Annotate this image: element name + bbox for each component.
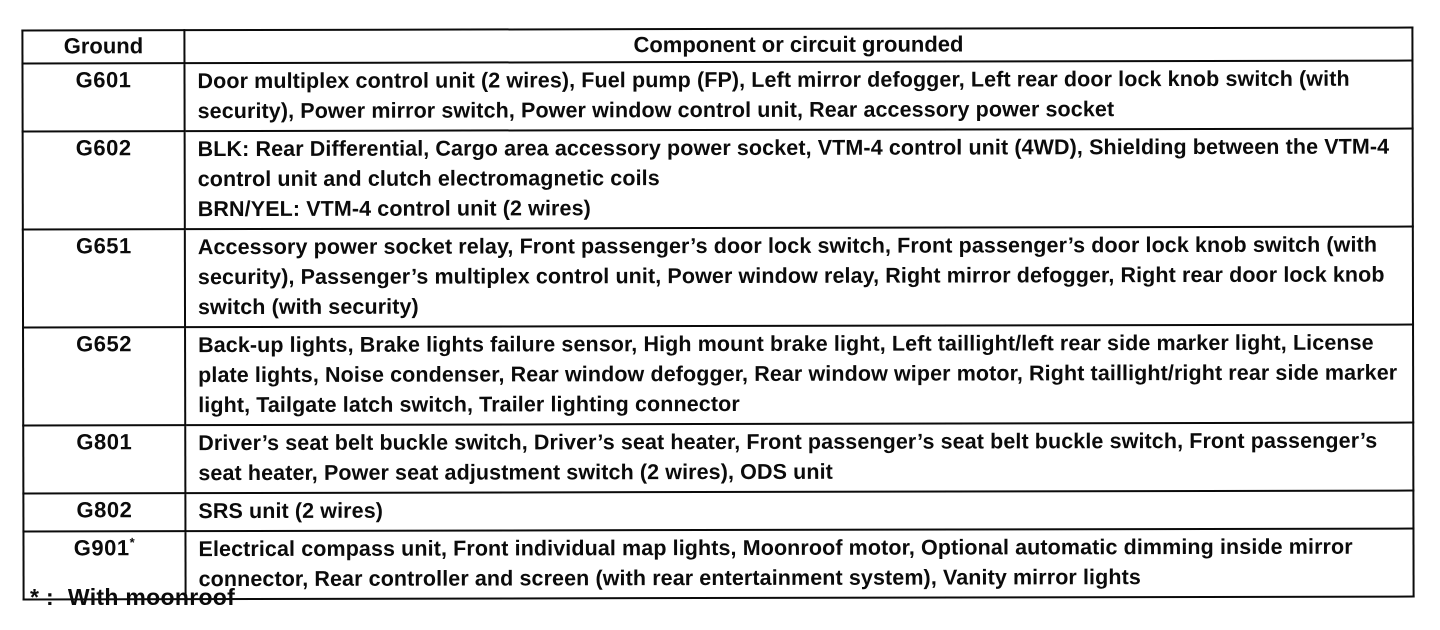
table-row <box>23 227 1413 328</box>
ground-id: G652 <box>76 331 132 357</box>
ground-cell <box>23 493 185 531</box>
ground-id: G601 <box>75 67 132 93</box>
table-header-row <box>22 28 1412 64</box>
ground-cell <box>22 63 184 131</box>
component-list: Driver’s seat belt buckle switch, Driver’s seat heater, Front passenger’s seat belt buckle switch, Front passenger’s seat heater, Power seat adjustment switch (2 wires), ODS unit <box>185 423 1413 494</box>
component-list: BLK: Rear Differential, Cargo area accessory power socket, VTM-4 control unit (4WD), Shielding between the VTM-4 control unit and clutch electromagnetic coils BRN/YEL: VTM-4 control unit (2 wires) <box>185 129 1413 230</box>
ground-column-header: Ground <box>22 30 184 63</box>
table-row <box>23 129 1413 230</box>
ground-distribution-table <box>21 27 1414 601</box>
component-column-header: Component or circuit grounded <box>184 28 1412 64</box>
component-list: Accessory power socket relay, Front passenger’s door lock switch, Front passenger’s door lock knob switch (with security), Passenger’s multiplex control unit, Power window relay, Right mirror defogger, Right rear door lock knob switch (with security) <box>185 227 1413 328</box>
ground-id: G802 <box>76 497 133 523</box>
ground-cell <box>23 131 185 229</box>
component-list: Door multiplex control unit (2 wires), Fuel pump (FP), Left mirror defogger, Left rear door lock knob switch (with security), Power mirror switch, Power window control unit, Rear accessory power socket <box>184 61 1412 132</box>
table-row <box>23 423 1413 494</box>
footnote-marker: * : <box>30 584 54 610</box>
ground-id: G801 <box>76 429 133 455</box>
table-row <box>23 325 1413 426</box>
ground-id: G901 <box>73 535 130 561</box>
ground-cell <box>23 229 185 327</box>
table-row <box>23 491 1413 532</box>
ground-cell <box>23 327 185 425</box>
footnote-text: With moonroof <box>67 584 236 610</box>
component-list: Back-up lights, Brake lights failure sensor, High mount brake light, Left taillight/left rear side marker light, License plate lights, Noise condenser, Rear window defogger, Rear window wiper motor, Right taillight/right rear side marker light, Tailgate latch switch, Trailer lighting connector <box>185 325 1413 426</box>
ground-note-marker: * <box>129 534 136 550</box>
table-row <box>22 61 1412 132</box>
component-list: SRS unit (2 wires) <box>185 491 1413 532</box>
table-body <box>22 61 1413 600</box>
component-list: Electrical compass unit, Front individual map lights, Moonroof motor, Optional automatic dimming inside mirror connector, Rear controller and screen (with rear entertainment system), Vanity mirror lights <box>185 529 1413 600</box>
ground-cell <box>23 425 185 493</box>
ground-id: G651 <box>75 233 132 259</box>
ground-id: G602 <box>75 135 132 161</box>
footnote <box>30 584 235 611</box>
